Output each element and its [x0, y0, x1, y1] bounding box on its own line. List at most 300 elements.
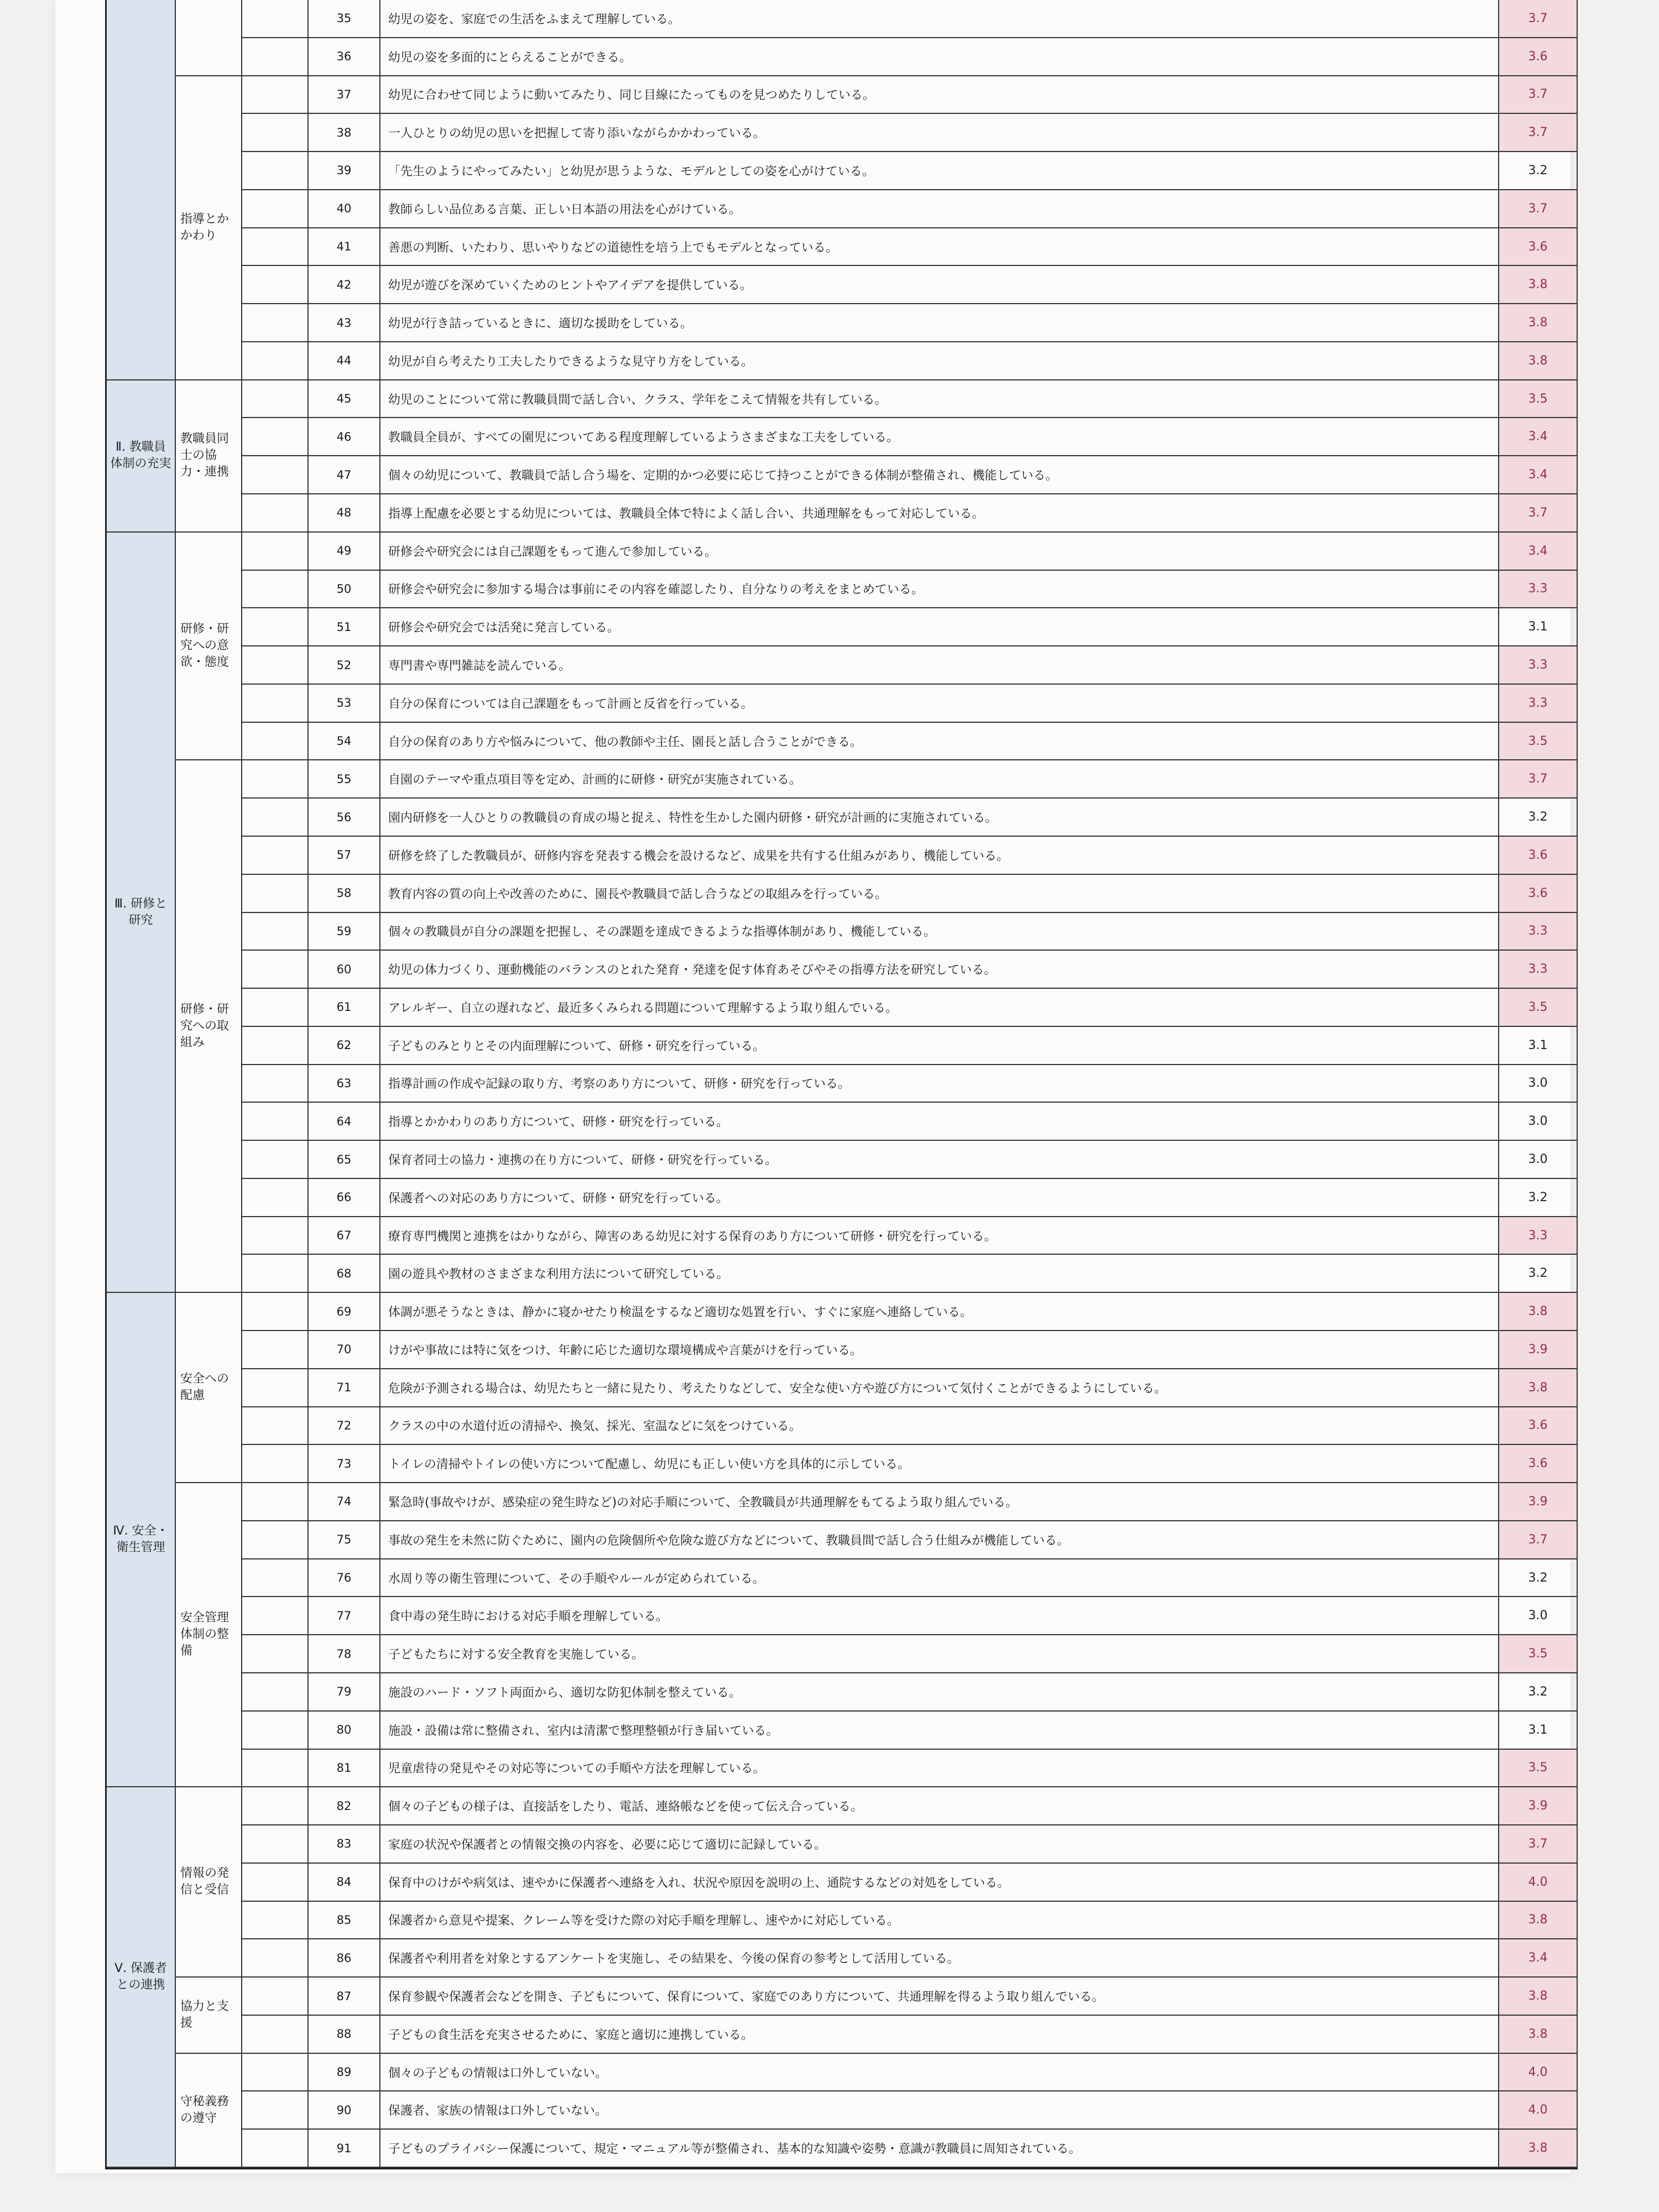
- item-text: 個々の子どもの様子は、直接話をしたり、電話、連絡帳などを使って伝え合っている。: [388, 1800, 863, 1814]
- item-number: 89: [309, 2054, 380, 2092]
- item-row: [380, 1787, 1578, 1825]
- item-text: 研修会や研究会に参加する場合は事前にその内容を確認したり、自分なりの考えをまとめている。: [388, 583, 924, 597]
- item-score: 3.0: [1498, 1141, 1577, 1178]
- item-row: [380, 1065, 1578, 1103]
- item-row: [380, 380, 1578, 419]
- item-number: 80: [309, 1712, 380, 1750]
- item-number: 85: [309, 1902, 380, 1940]
- subcategory-cell: [176, 0, 242, 76]
- spacer-cell: [242, 1978, 309, 2016]
- item-text: 子どもたちに対する安全教育を実施している。: [388, 1648, 644, 1662]
- item-row: [380, 1483, 1578, 1521]
- item-row: [380, 760, 1578, 799]
- spacer-cell: [242, 1597, 309, 1635]
- spacer-cell: [242, 1635, 309, 1673]
- item-number: 59: [309, 913, 380, 951]
- spacer-cell: [242, 494, 309, 533]
- item-score: 3.8: [1498, 342, 1577, 379]
- item-row: [380, 1217, 1578, 1255]
- item-row: [380, 1445, 1578, 1483]
- item-row: [380, 1407, 1578, 1446]
- spacer-cell: [242, 799, 309, 837]
- item-row: [380, 646, 1578, 685]
- item-text: 子どものみとりとその内面理解について、研修・研究を行っている。: [388, 1039, 765, 1053]
- item-row: [380, 418, 1578, 456]
- item-row: [380, 608, 1578, 646]
- item-text: 専門書や専門雑誌を読んでいる。: [388, 659, 571, 673]
- item-text: 保護者から意見や提案、クレーム等を受けた際の対応手順を理解し、速やかに対応している。: [388, 1914, 900, 1928]
- item-number: 71: [309, 1369, 380, 1407]
- item-score: 4.0: [1498, 2054, 1577, 2091]
- item-text: 幼児が行き詰っているときに、適切な援助をしている。: [388, 317, 693, 331]
- item-score: 3.0: [1498, 1065, 1577, 1102]
- spacer-cell: [242, 2091, 309, 2130]
- item-row: [380, 304, 1578, 342]
- item-row: [380, 1027, 1578, 1065]
- item-text: 体調が悪そうなときは、静かに寝かせたり検温をするなど適切な処置を行い、すぐに家庭へ連絡している。: [388, 1306, 973, 1320]
- item-text: 個々の教職員が自分の課題を把握し、その課題を達成できるような指導体制があり、機能している。: [388, 925, 936, 940]
- category-cell: Ⅲ. 研修と研究: [107, 533, 176, 1293]
- spacer-cell: [242, 1369, 309, 1407]
- item-row: [380, 1103, 1578, 1141]
- spacer-cell: [242, 1750, 309, 1788]
- item-row: [380, 2016, 1578, 2054]
- item-text: 善悪の判断、いたわり、思いやりなどの道徳性を培う上でもモデルとなっている。: [388, 241, 838, 255]
- item-text: 食中毒の発生時における対応手順を理解している。: [388, 1610, 669, 1624]
- item-score: 3.2: [1498, 799, 1577, 836]
- item-text: クラスの中の水道付近の清掃や、換気、採光、室温などに気をつけている。: [388, 1420, 801, 1434]
- item-score: 3.1: [1498, 1712, 1577, 1749]
- spacer-cell: [242, 533, 309, 571]
- item-text: 施設・設備は常に整備され、室内は清潔で整理整頓が行き届いている。: [388, 1724, 779, 1738]
- item-score: 3.6: [1498, 875, 1577, 912]
- category-cell: Ⅳ. 安全・衛生管理: [107, 1293, 176, 1787]
- spacer-cell: [242, 1027, 309, 1065]
- item-text: 自園のテーマや重点項目等を定め、計画的に研修・研究が実施されている。: [388, 773, 802, 787]
- item-text: 家庭の状況や保護者との情報交換の内容を、必要に応じて適切に記録している。: [388, 1838, 827, 1852]
- item-number: 70: [309, 1331, 380, 1369]
- spacer-cell: [242, 380, 309, 419]
- item-score: 4.0: [1498, 1864, 1577, 1901]
- spacer-cell: [242, 1825, 309, 1864]
- item-score: 3.1: [1498, 1027, 1577, 1064]
- item-number: 40: [309, 190, 380, 228]
- subcategory-cell: 教職員同士の協力・連携: [176, 380, 242, 533]
- item-score: 3.1: [1498, 608, 1577, 645]
- subcategory-cell: 指導とかかわり: [176, 76, 242, 380]
- item-score: 3.6: [1498, 228, 1577, 265]
- spacer-cell: [242, 1939, 309, 1978]
- item-text: 指導とかかわりのあり方について、研修・研究を行っている。: [388, 1115, 729, 1130]
- item-number: 35: [309, 0, 380, 38]
- item-number: 66: [309, 1179, 380, 1217]
- item-number: 79: [309, 1673, 380, 1712]
- spacer-cell: [242, 1673, 309, 1712]
- item-number: 87: [309, 1978, 380, 2016]
- item-text: 保護者や利用者を対象とするアンケートを実施し、その結果を、今後の保育の参考として活用している。: [388, 1952, 959, 1966]
- item-number: 69: [309, 1293, 380, 1331]
- evaluation-table: [105, 0, 1578, 2169]
- item-row: [380, 1902, 1578, 1940]
- item-score: 3.4: [1498, 1939, 1577, 1976]
- spacer-cell: [242, 228, 309, 267]
- item-score: 3.3: [1498, 1217, 1577, 1254]
- item-score: 3.4: [1498, 456, 1577, 493]
- item-text: 保育者同士の協力・連携の在り方について、研修・研究を行っている。: [388, 1154, 778, 1168]
- item-row: [380, 1978, 1578, 2016]
- spacer-cell: [242, 190, 309, 228]
- spacer-cell: [242, 875, 309, 913]
- item-row: [380, 152, 1578, 190]
- item-number: 52: [309, 646, 380, 685]
- item-text: 児童虐待の発見やその対応等についての手順や方法を理解している。: [388, 1762, 765, 1776]
- item-score: 3.6: [1498, 38, 1577, 75]
- item-score: 3.8: [1498, 1369, 1577, 1406]
- item-number: 86: [309, 1939, 380, 1978]
- item-number: 44: [309, 342, 380, 380]
- item-score: 3.2: [1498, 1673, 1577, 1710]
- spacer-cell: [242, 646, 309, 685]
- item-score: 3.3: [1498, 913, 1577, 950]
- item-number: 73: [309, 1445, 380, 1483]
- item-number: 58: [309, 875, 380, 913]
- spacer-cell: [242, 418, 309, 456]
- spacer-cell: [242, 1712, 309, 1750]
- item-text: 自分の保育については自己課題をもって計画と反省を行っている。: [388, 697, 753, 711]
- item-number: 74: [309, 1483, 380, 1521]
- item-text: 保護者への対応のあり方について、研修・研究を行っている。: [388, 1191, 729, 1206]
- item-score: 3.4: [1498, 533, 1577, 570]
- item-row: [380, 1559, 1578, 1598]
- spacer-cell: [242, 2130, 309, 2168]
- category-cell: Ⅱ. 教職員体制の充実: [107, 380, 176, 533]
- item-text: けがや事故には特に気をつけ、年齢に応じた適切な環境構成や言葉がけを行っている。: [388, 1343, 863, 1358]
- item-score: 3.7: [1498, 76, 1577, 113]
- item-text: 「先生のようにやってみたい」と幼児が思うような、モデルとしての姿を心がけている。: [388, 164, 874, 179]
- spacer-cell: [242, 1407, 309, 1446]
- item-row: [380, 1712, 1578, 1750]
- item-number: 82: [309, 1787, 380, 1825]
- item-score: 3.7: [1498, 190, 1577, 227]
- item-score: 3.5: [1498, 380, 1577, 418]
- spacer-cell: [242, 1331, 309, 1369]
- item-text: 子どものプライバシー保護について、規定・マニュアル等が整備され、基本的な知識や姿勢・意識が教職員に周知されている。: [388, 2142, 1081, 2157]
- item-score: 3.6: [1498, 1407, 1577, 1444]
- item-number: 41: [309, 228, 380, 267]
- item-text: 個々の幼児について、教職員で話し合う場を、定期的かつ必要に応じて持つことができる体制が整備され、機能している。: [388, 469, 1058, 483]
- item-score: 3.8: [1498, 1978, 1577, 2015]
- item-score: 3.6: [1498, 837, 1577, 874]
- item-text: 事故の発生を未然に防ぐために、園内の危険個所や危険な遊び方などについて、教職員間で話し合う仕組みが機能している。: [388, 1533, 1070, 1548]
- item-score: 3.3: [1498, 951, 1577, 988]
- item-score: 3.3: [1498, 571, 1577, 608]
- item-row: [380, 1939, 1578, 1978]
- item-number: 57: [309, 837, 380, 875]
- item-score: 3.7: [1498, 1521, 1577, 1558]
- item-score: 3.8: [1498, 304, 1577, 341]
- item-score: 3.8: [1498, 2016, 1577, 2053]
- item-number: 72: [309, 1407, 380, 1446]
- item-number: 76: [309, 1559, 380, 1598]
- item-number: 81: [309, 1750, 380, 1788]
- spacer-cell: [242, 685, 309, 723]
- item-row: [380, 1597, 1578, 1635]
- item-row: [380, 2130, 1578, 2168]
- item-score: 3.8: [1498, 1902, 1577, 1939]
- spacer-cell: [242, 0, 309, 38]
- item-number: 39: [309, 152, 380, 190]
- spacer-cell: [242, 1445, 309, 1483]
- item-row: [380, 951, 1578, 989]
- item-text: 緊急時(事故やけが、感染症の発生時など)の対応手順について、全教職員が共通理解をもてるよう取り組んでいる。: [388, 1495, 1018, 1510]
- item-number: 48: [309, 494, 380, 533]
- item-text: アレルギー、自立の遅れなど、最近多くみられる問題について理解するよう取り組んでいる。: [388, 1001, 898, 1015]
- spacer-cell: [242, 571, 309, 609]
- spacer-cell: [242, 1179, 309, 1217]
- item-score: 3.7: [1498, 0, 1577, 37]
- item-text: 研修会や研究会では活発に発言している。: [388, 621, 620, 635]
- spacer-cell: [242, 1559, 309, 1598]
- item-score: 3.0: [1498, 1103, 1577, 1140]
- item-score: 3.2: [1498, 1559, 1577, 1597]
- item-number: 83: [309, 1825, 380, 1864]
- spacer-cell: [242, 608, 309, 646]
- item-number: 55: [309, 760, 380, 799]
- item-row: [380, 533, 1578, 571]
- item-text: 研修会や研究会には自己課題をもって進んで参加している。: [388, 545, 717, 559]
- spacer-cell: [242, 913, 309, 951]
- item-score: 3.5: [1498, 989, 1577, 1026]
- item-text: 幼児の姿を、家庭での生活をふまえて理解している。: [388, 12, 681, 27]
- item-number: 42: [309, 266, 380, 304]
- item-row: [380, 989, 1578, 1027]
- item-number: 65: [309, 1141, 380, 1179]
- category-cell: [107, 0, 176, 380]
- item-row: [380, 1255, 1578, 1293]
- item-score: 3.9: [1498, 1331, 1577, 1368]
- subcategory-cell: 研修・研究への意欲・態度: [176, 533, 242, 761]
- item-row: [380, 114, 1578, 152]
- subcategory-cell: 安全への配慮: [176, 1293, 242, 1483]
- item-row: [380, 2091, 1578, 2130]
- item-text: 保育中のけがや病気は、速やかに保護者へ連絡を入れ、状況や原因を説明の上、通院するなどの対処をしている。: [388, 1876, 1010, 1890]
- item-row: [380, 266, 1578, 304]
- item-score: 3.9: [1498, 1483, 1577, 1520]
- item-number: 62: [309, 1027, 380, 1065]
- spacer-cell: [242, 723, 309, 761]
- item-row: [380, 228, 1578, 267]
- spacer-cell: [242, 1217, 309, 1255]
- spacer-cell: [242, 76, 309, 114]
- item-row: [380, 1825, 1578, 1864]
- item-row: [380, 1369, 1578, 1407]
- item-number: 47: [309, 456, 380, 494]
- spacer-cell: [242, 1864, 309, 1902]
- spacer-cell: [242, 1787, 309, 1825]
- subcategory-cell: 協力と支援: [176, 1978, 242, 2054]
- item-row: [380, 494, 1578, 533]
- item-score: 3.7: [1498, 494, 1577, 531]
- item-number: 49: [309, 533, 380, 571]
- spacer-cell: [242, 266, 309, 304]
- item-number: 54: [309, 723, 380, 761]
- spacer-cell: [242, 837, 309, 875]
- spacer-cell: [242, 1065, 309, 1103]
- item-text: 施設のハード・ソフト両面から、適切な防犯体制を整えている。: [388, 1686, 742, 1700]
- item-row: [380, 0, 1578, 38]
- item-number: 91: [309, 2130, 380, 2168]
- item-score: 3.2: [1498, 1255, 1577, 1292]
- spacer-cell: [242, 1293, 309, 1331]
- item-text: 保護者、家族の情報は口外していない。: [388, 2104, 608, 2119]
- item-number: 53: [309, 685, 380, 723]
- item-row: [380, 571, 1578, 609]
- item-number: 67: [309, 1217, 380, 1255]
- spacer-cell: [242, 1141, 309, 1179]
- item-number: 45: [309, 380, 380, 419]
- item-number: 50: [309, 571, 380, 609]
- item-score: 3.7: [1498, 1825, 1577, 1863]
- item-number: 64: [309, 1103, 380, 1141]
- evaluation-sheet: [55, 0, 1571, 2173]
- item-text: 指導計画の作成や記録の取り方、考察のあり方について、研修・研究を行っている。: [388, 1077, 851, 1092]
- spacer-cell: [242, 951, 309, 989]
- item-score: 3.8: [1498, 2130, 1577, 2167]
- item-row: [380, 799, 1578, 837]
- category-cell: Ⅴ. 保護者との連携: [107, 1787, 176, 2168]
- item-score: 3.8: [1498, 266, 1577, 303]
- item-text: 療育専門機関と連携をはかりながら、障害のある幼児に対する保育のあり方について研修・研究を行っている。: [388, 1229, 997, 1244]
- item-score: 3.2: [1498, 152, 1577, 189]
- item-number: 84: [309, 1864, 380, 1902]
- item-row: [380, 1521, 1578, 1559]
- item-number: 60: [309, 951, 380, 989]
- spacer-cell: [242, 760, 309, 799]
- item-number: 37: [309, 76, 380, 114]
- item-score: 3.8: [1498, 1293, 1577, 1330]
- subcategory-cell: 研修・研究への取組み: [176, 760, 242, 1293]
- item-text: 一人ひとりの幼児の思いを把握して寄り添いながらかかわっている。: [388, 127, 765, 141]
- item-row: [380, 1293, 1578, 1331]
- item-score: 3.5: [1498, 723, 1577, 760]
- item-row: [380, 875, 1578, 913]
- item-row: [380, 1864, 1578, 1902]
- item-row: [380, 1331, 1578, 1369]
- item-text: 幼児のことについて常に教職員間で話し合い、クラス、学年をこえて情報を共有している。: [388, 393, 887, 407]
- spacer-cell: [242, 2016, 309, 2054]
- spacer-cell: [242, 989, 309, 1027]
- item-text: 幼児が遊びを深めていくためのヒントやアイデアを提供している。: [388, 279, 753, 293]
- item-number: 90: [309, 2091, 380, 2130]
- item-text: 子どもの食生活を充実させるために、家庭と適切に連携している。: [388, 2028, 754, 2042]
- item-text: 幼児の姿を多面的にとらえることができる。: [388, 50, 632, 65]
- item-number: 56: [309, 799, 380, 837]
- item-row: [380, 1750, 1578, 1788]
- spacer-cell: [242, 1902, 309, 1940]
- item-row: [380, 456, 1578, 494]
- item-text: 幼児に合わせて同じように動いてみたり、同じ目線にたってものを見つめたりしている。: [388, 88, 875, 103]
- spacer-cell: [242, 1103, 309, 1141]
- item-number: 51: [309, 608, 380, 646]
- item-score: 3.0: [1498, 1597, 1577, 1634]
- item-text: 園内研修を一人ひとりの教職員の育成の場と捉え、特性を生かした園内研修・研究が計画的に実施されている。: [388, 811, 998, 826]
- item-row: [380, 723, 1578, 761]
- item-row: [380, 1141, 1578, 1179]
- item-number: 68: [309, 1255, 380, 1293]
- item-text: 指導上配慮を必要とする幼児については、教職員全体で特によく話し合い、共通理解をもって対応している。: [388, 507, 984, 521]
- item-text: 教育内容の質の向上や改善のために、園長や教職員で話し合うなどの取組みを行っている。: [388, 887, 888, 901]
- item-row: [380, 1635, 1578, 1673]
- item-text: 水周り等の衛生管理について、その手順やルールが定められている。: [388, 1572, 765, 1586]
- item-row: [380, 38, 1578, 76]
- item-number: 77: [309, 1597, 380, 1635]
- subcategory-cell: 守秘義務の遵守: [176, 2054, 242, 2168]
- item-number: 46: [309, 418, 380, 456]
- item-row: [380, 76, 1578, 114]
- subcategory-cell: 情報の発信と受信: [176, 1787, 242, 1978]
- item-row: [380, 1673, 1578, 1712]
- subcategory-cell: 安全管理体制の整備: [176, 1483, 242, 1787]
- spacer-cell: [242, 342, 309, 380]
- spacer-cell: [242, 1255, 309, 1293]
- item-score: 4.0: [1498, 2091, 1577, 2128]
- item-text: 保育参観や保護者会などを開き、子どもについて、保育について、家庭でのあり方について、共通理解を得るよう取り組んでいる。: [388, 1990, 1104, 2005]
- item-number: 78: [309, 1635, 380, 1673]
- item-row: [380, 190, 1578, 228]
- item-row: [380, 1179, 1578, 1217]
- spacer-cell: [242, 2054, 309, 2092]
- item-text: 幼児が自ら考えたり工夫したりできるような見守り方をしている。: [388, 354, 754, 369]
- item-score: 3.5: [1498, 1635, 1577, 1672]
- item-score: 3.7: [1498, 114, 1577, 151]
- item-text: 危険が予測される場合は、幼児たちと一緒に見たり、考えたりなどして、安全な使い方や遊び方について気付くことができるようにしている。: [388, 1381, 1167, 1396]
- item-text: 自分の保育のあり方や悩みについて、他の教師や主任、園長と話し合うことができる。: [388, 735, 863, 749]
- item-number: 38: [309, 114, 380, 152]
- item-text: 教職員全員が、すべての園児についてある程度理解しているようさまざまな工夫をしている。: [388, 431, 899, 445]
- item-number: 43: [309, 304, 380, 342]
- item-number: 61: [309, 989, 380, 1027]
- item-text: トイレの清掃やトイレの使い方について配慮し、幼児にも正しい使い方を具体的に示している。: [388, 1458, 910, 1472]
- item-score: 3.5: [1498, 1750, 1577, 1787]
- item-number: 75: [309, 1521, 380, 1559]
- item-number: 36: [309, 38, 380, 76]
- spacer-cell: [242, 304, 309, 342]
- spacer-cell: [242, 1521, 309, 1559]
- item-row: [380, 685, 1578, 723]
- item-number: 88: [309, 2016, 380, 2054]
- item-score: 3.3: [1498, 646, 1577, 684]
- item-number: 63: [309, 1065, 380, 1103]
- item-text: 幼児の体力づくり、運動機能のバランスのとれた発育・発達を促す体育あそびやその指導方法を研究している。: [388, 963, 997, 978]
- spacer-cell: [242, 38, 309, 76]
- item-score: 3.9: [1498, 1787, 1577, 1824]
- spacer-cell: [242, 114, 309, 152]
- item-text: 教師らしい品位ある言葉、正しい日本語の用法を心がけている。: [388, 202, 742, 217]
- item-text: 研修を終了した教職員が、研修内容を発表する機会を設けるなど、成果を共有する仕組みがあり、機能している。: [388, 849, 1009, 863]
- item-row: [380, 837, 1578, 875]
- spacer-cell: [242, 456, 309, 494]
- item-row: [380, 2054, 1578, 2092]
- item-text: 個々の子どもの情報は口外していない。: [388, 2066, 608, 2080]
- item-row: [380, 342, 1578, 380]
- item-score: 3.7: [1498, 760, 1577, 797]
- item-row: [380, 913, 1578, 951]
- spacer-cell: [242, 152, 309, 190]
- item-score: 3.3: [1498, 685, 1577, 722]
- item-text: 園の遊具や教材のさまざまな利用方法について研究している。: [388, 1267, 729, 1282]
- item-score: 3.6: [1498, 1445, 1577, 1482]
- spacer-cell: [242, 1483, 309, 1521]
